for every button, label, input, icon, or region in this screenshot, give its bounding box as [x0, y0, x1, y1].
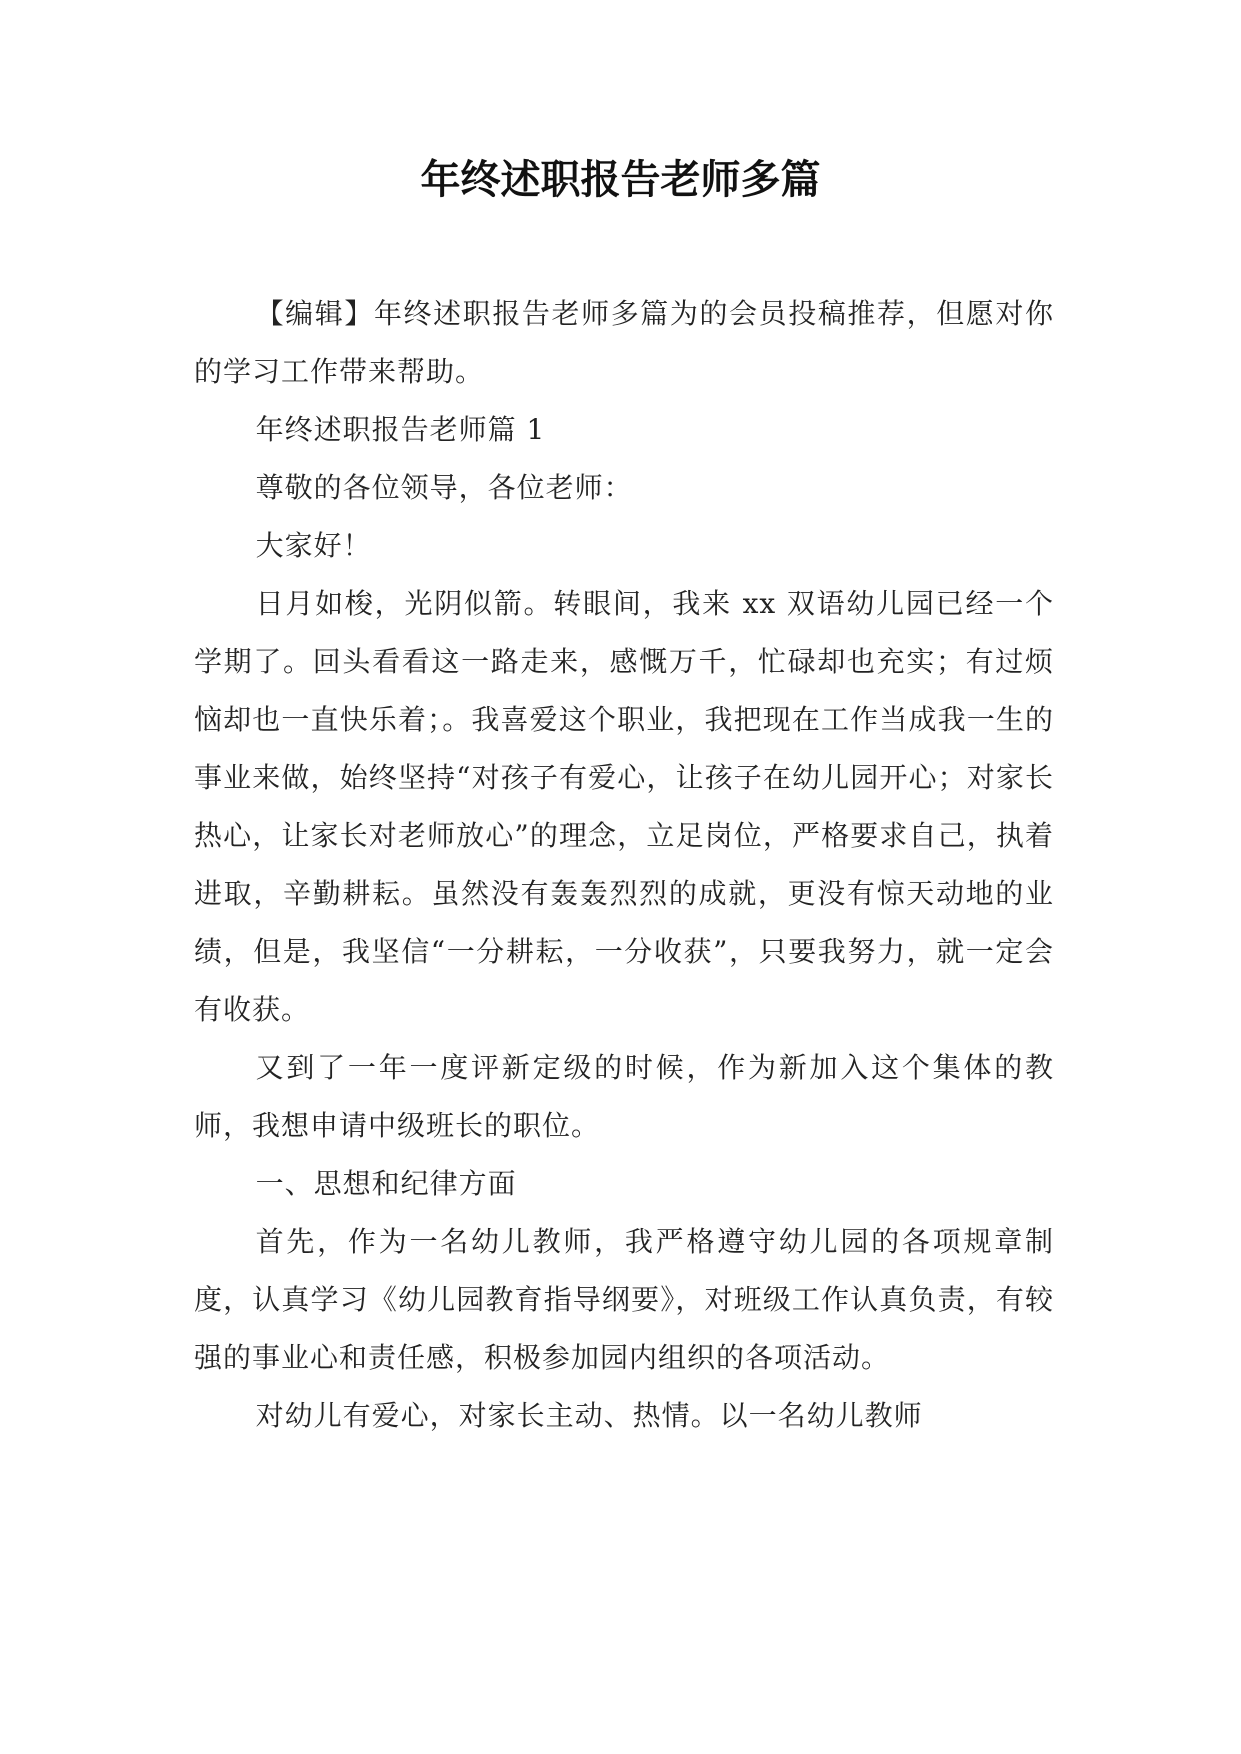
document-body — [194, 285, 1054, 1445]
paragraph-attitude: 对幼儿有爱心，对家长主动、热情。以一名幼儿教师 — [255, 1399, 923, 1432]
paragraph-subheading: 一、思想和纪律方面 — [255, 1167, 517, 1200]
paragraph-intro: 【编辑】年终述职报告老师多篇为的会员投稿推荐，但愿对你的学习工作带来帮助。 — [194, 297, 1054, 388]
paragraph-section-heading: 年终述职报告老师篇 1 — [255, 413, 546, 446]
paragraph-greeting: 大家好！ — [255, 529, 372, 562]
paragraph-opening: 日月如梭，光阴似箭。转眼间，我来 xx 双语幼儿园已经一个学期了。回头看看这一路走来，感慨万千，忙碌却也充实；有过烦恼却也一直快乐着；。我喜爱这个职业，我把现在工作当成我一生的事业来做，始终坚持“对孩子有爱心，让孩子在幼儿园开心；对家长热心，让家长对老师放心”的理念，立足岗位，严格要求自己，执着进取，辛勤耕耘。虽然没有轰轰烈烈的成就，更没有惊天动地的业绩，但是，我坚信“一分耕耘，一分收获”，只要我努力，就一定会有收获。 — [194, 587, 1054, 1026]
paragraph-salutation: 尊敬的各位领导，各位老师： — [255, 471, 633, 504]
paragraph-application: 又到了一年一度评新定级的时候，作为新加入这个集体的教师，我想申请中级班长的职位。 — [194, 1051, 1054, 1142]
document-title: 年终述职报告老师多篇 — [420, 156, 821, 203]
paragraph-discipline: 首先，作为一名幼儿教师，我严格遵守幼儿园的各项规章制度，认真学习《幼儿园教育指导纲要》，对班级工作认真负责，有较强的事业心和责任感，积极参加园内组织的各项活动。 — [194, 1225, 1054, 1374]
